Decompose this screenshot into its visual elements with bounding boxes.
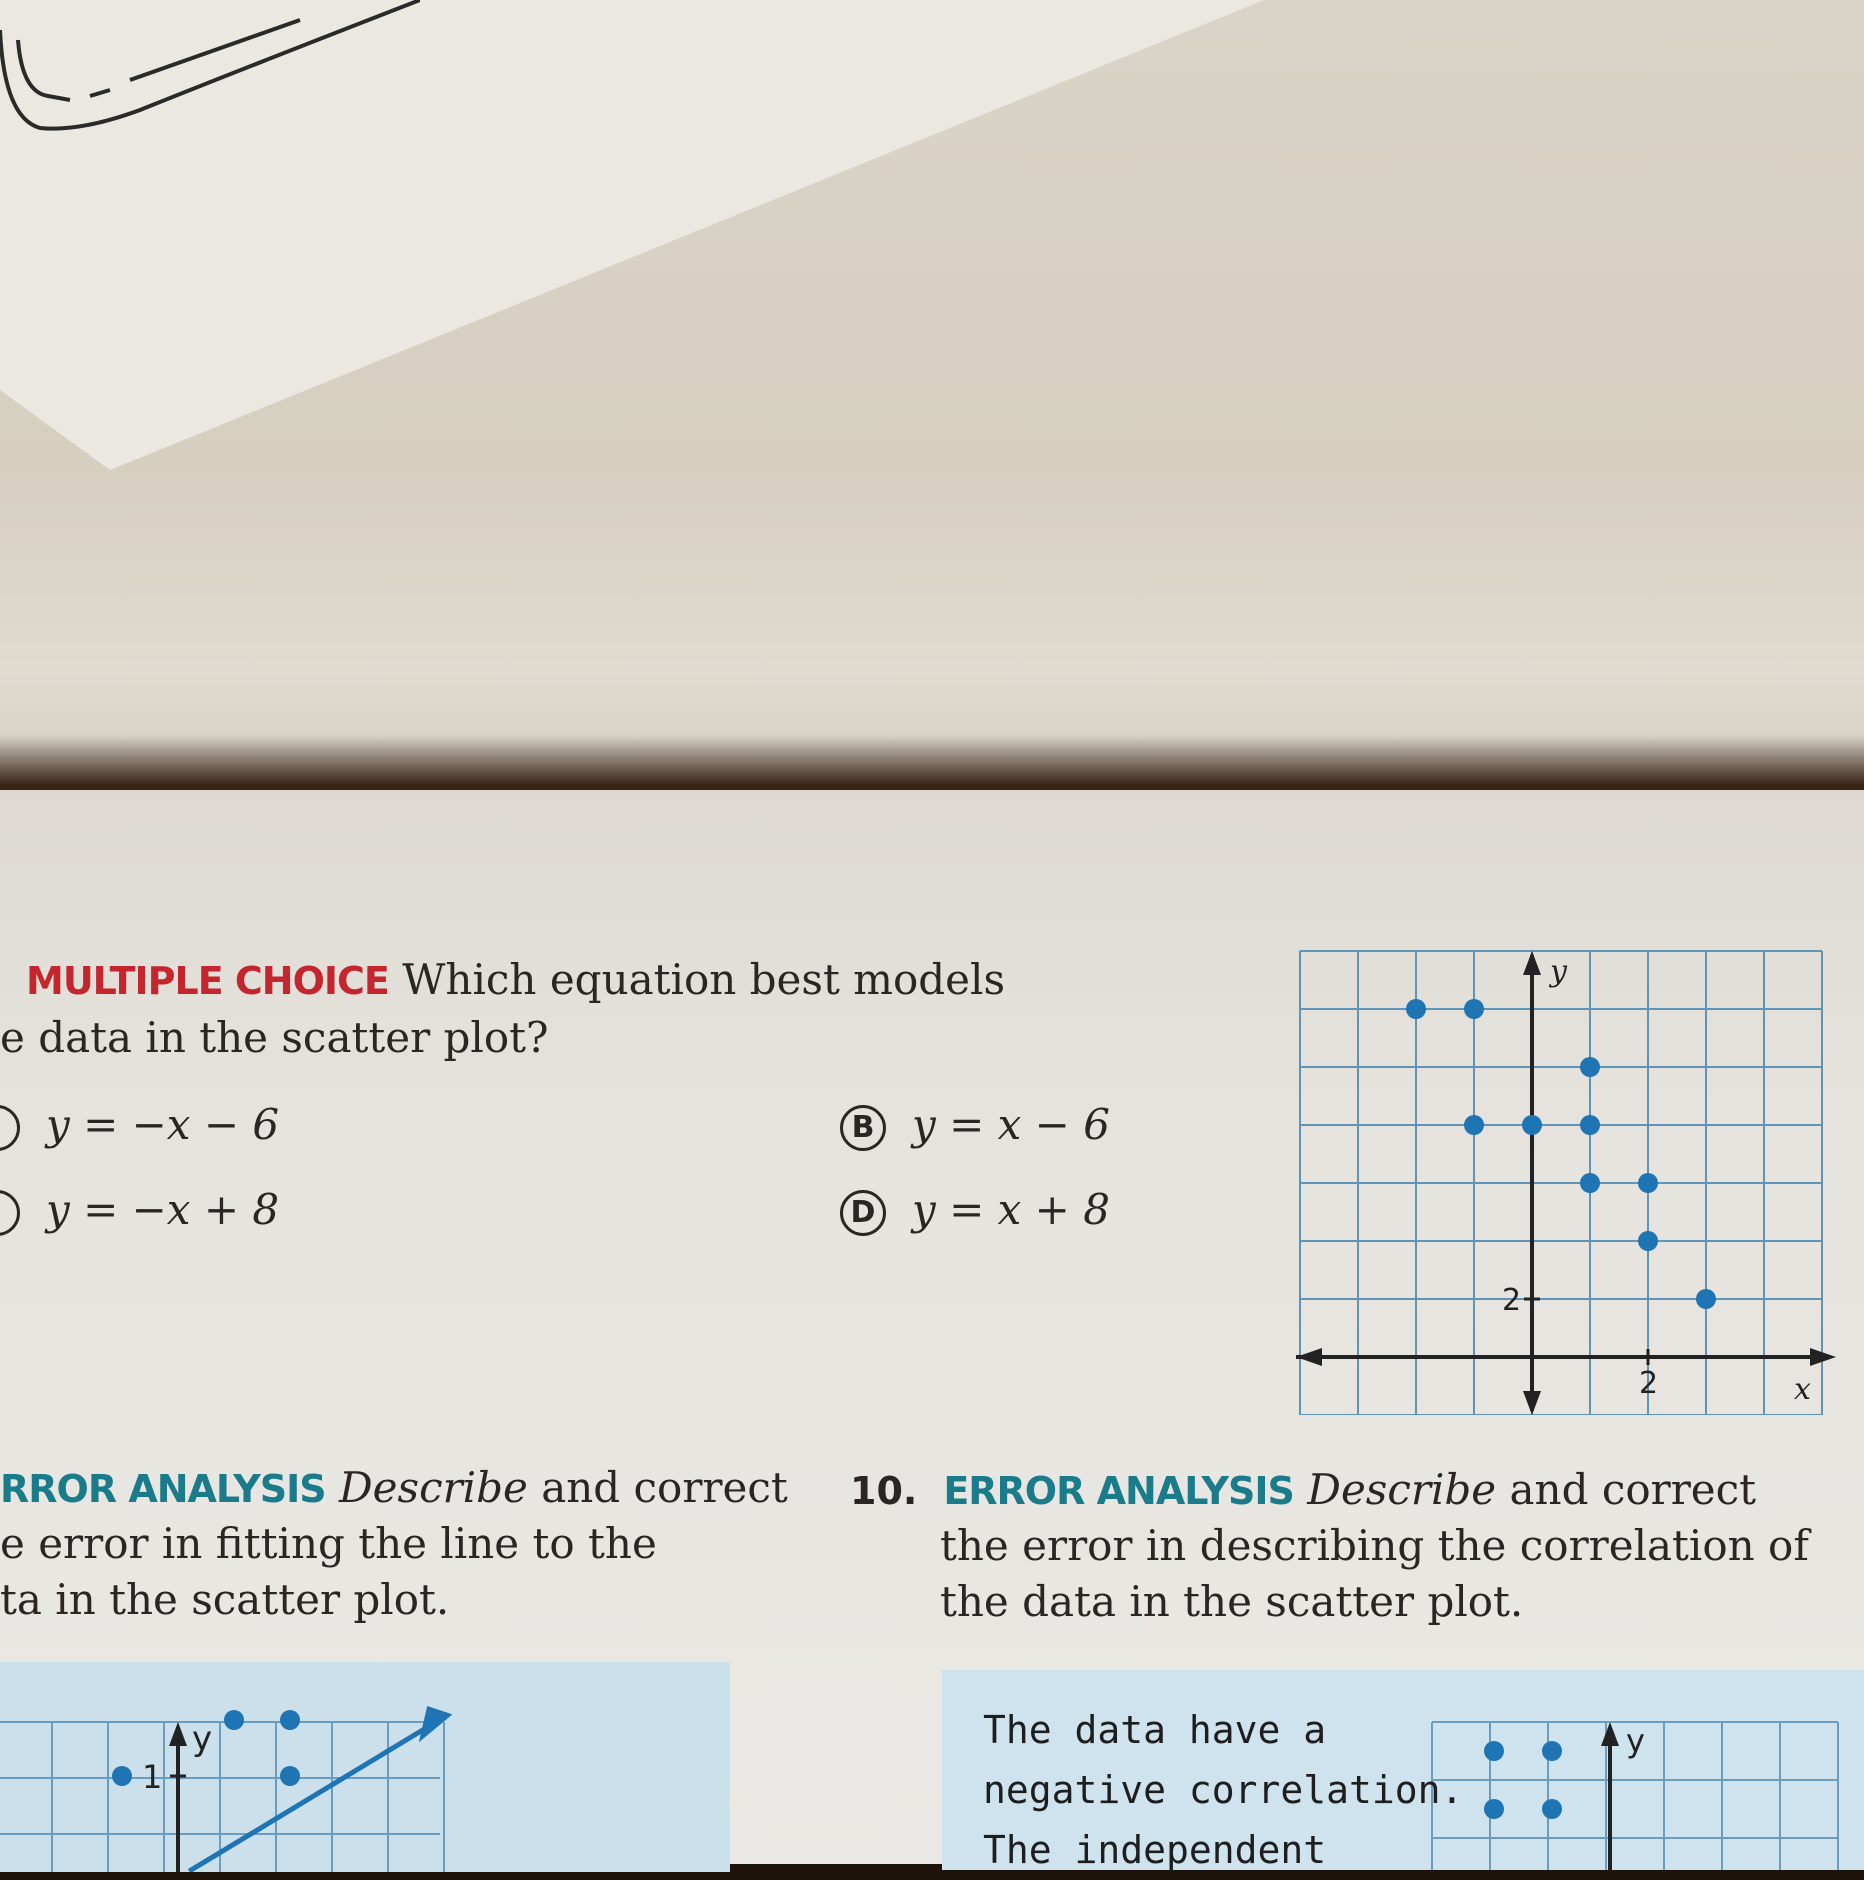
error-analysis-label: RROR ANALYSIS bbox=[0, 1467, 326, 1511]
data-point bbox=[224, 1710, 244, 1730]
y-tick-label: 2 bbox=[1502, 1283, 1522, 1318]
data-point bbox=[1542, 1799, 1562, 1819]
data-point bbox=[1464, 1115, 1484, 1135]
data-point bbox=[1406, 999, 1426, 1019]
line-arrow bbox=[419, 1706, 453, 1742]
envelope-doodle bbox=[0, 0, 420, 150]
axes bbox=[169, 1722, 187, 1872]
question-8-prompt: Which equation best models bbox=[402, 955, 1006, 1004]
question-9-line3: ta in the scatter plot. bbox=[0, 1575, 450, 1624]
question-10 bbox=[850, 1462, 1809, 1630]
data-point bbox=[1580, 1173, 1600, 1193]
scatter-plot-q9 bbox=[0, 1662, 730, 1872]
choice-b[interactable] bbox=[840, 1100, 1110, 1151]
data-point bbox=[1580, 1057, 1600, 1077]
choice-a[interactable] bbox=[0, 1100, 279, 1151]
grid bbox=[1300, 951, 1822, 1415]
choice-b-equation: y = x − 6 bbox=[912, 1100, 1110, 1149]
y-axis-arrow-down bbox=[1523, 1391, 1541, 1415]
question-number: 10. bbox=[850, 1469, 918, 1513]
fitted-line bbox=[189, 1706, 452, 1871]
describe-word: Describe bbox=[1307, 1465, 1497, 1514]
points bbox=[1406, 999, 1716, 1309]
y-axis-label: y bbox=[192, 1719, 213, 1759]
x-axis-label: x bbox=[1794, 1372, 1811, 1407]
error-analysis-label: ERROR ANALYSIS bbox=[943, 1469, 1294, 1513]
question-10-line2: the error in describing the correlation of bbox=[940, 1521, 1809, 1570]
y-axis-arrow bbox=[169, 1722, 187, 1746]
scatter-plot-q8 bbox=[1296, 945, 1836, 1415]
choice-a-bubble bbox=[0, 1105, 20, 1151]
x-tick-label: 2 bbox=[1639, 1366, 1659, 1401]
question-9 bbox=[0, 1460, 788, 1628]
y-tick-label: 1 bbox=[142, 1758, 163, 1796]
choice-d-bubble: D bbox=[840, 1190, 886, 1236]
question-9-line1: and correct bbox=[541, 1463, 788, 1512]
y-axis-label: y bbox=[1550, 954, 1567, 989]
question-9-line2: e error in fitting the line to the bbox=[0, 1519, 657, 1568]
choice-c-equation: y = −x + 8 bbox=[46, 1185, 280, 1234]
handwritten-note bbox=[983, 1700, 1463, 1880]
data-point bbox=[280, 1710, 300, 1730]
question-10-line3: the data in the scatter plot. bbox=[940, 1577, 1524, 1626]
data-point bbox=[280, 1766, 300, 1786]
note-line-1: The data have a bbox=[983, 1708, 1327, 1752]
data-point bbox=[1484, 1799, 1504, 1819]
choice-c-bubble bbox=[0, 1190, 20, 1236]
data-point bbox=[1464, 999, 1484, 1019]
choice-a-equation: y = −x − 6 bbox=[46, 1100, 280, 1149]
describe-word: Describe bbox=[338, 1463, 528, 1512]
data-point bbox=[1580, 1115, 1600, 1135]
data-point bbox=[1696, 1289, 1716, 1309]
data-point bbox=[1638, 1231, 1658, 1251]
y-axis-arrow bbox=[1601, 1722, 1619, 1746]
axes bbox=[1601, 1722, 1619, 1870]
fitted-line bbox=[189, 1726, 430, 1872]
data-point bbox=[1638, 1173, 1658, 1193]
y-axis-arrow bbox=[1523, 951, 1541, 975]
question-8-prompt-line2: e data in the scatter plot? bbox=[0, 1013, 549, 1062]
choice-d[interactable] bbox=[840, 1185, 1110, 1236]
y-axis-label: y bbox=[1626, 1722, 1645, 1760]
data-point bbox=[1484, 1741, 1504, 1761]
choice-c[interactable] bbox=[0, 1185, 279, 1236]
multiple-choice-label: MULTIPLE CHOICE bbox=[26, 959, 389, 1003]
note-line-3: The independent bbox=[983, 1828, 1327, 1872]
choice-b-bubble: B bbox=[840, 1105, 886, 1151]
data-point bbox=[1522, 1115, 1542, 1135]
choice-d-equation: y = x + 8 bbox=[912, 1185, 1110, 1234]
data-point bbox=[112, 1766, 132, 1786]
error-panel-q9 bbox=[0, 1662, 730, 1872]
question-10-line1: and correct bbox=[1509, 1465, 1757, 1514]
note-line-2: negative correlation. bbox=[983, 1768, 1464, 1812]
data-point bbox=[1542, 1741, 1562, 1761]
